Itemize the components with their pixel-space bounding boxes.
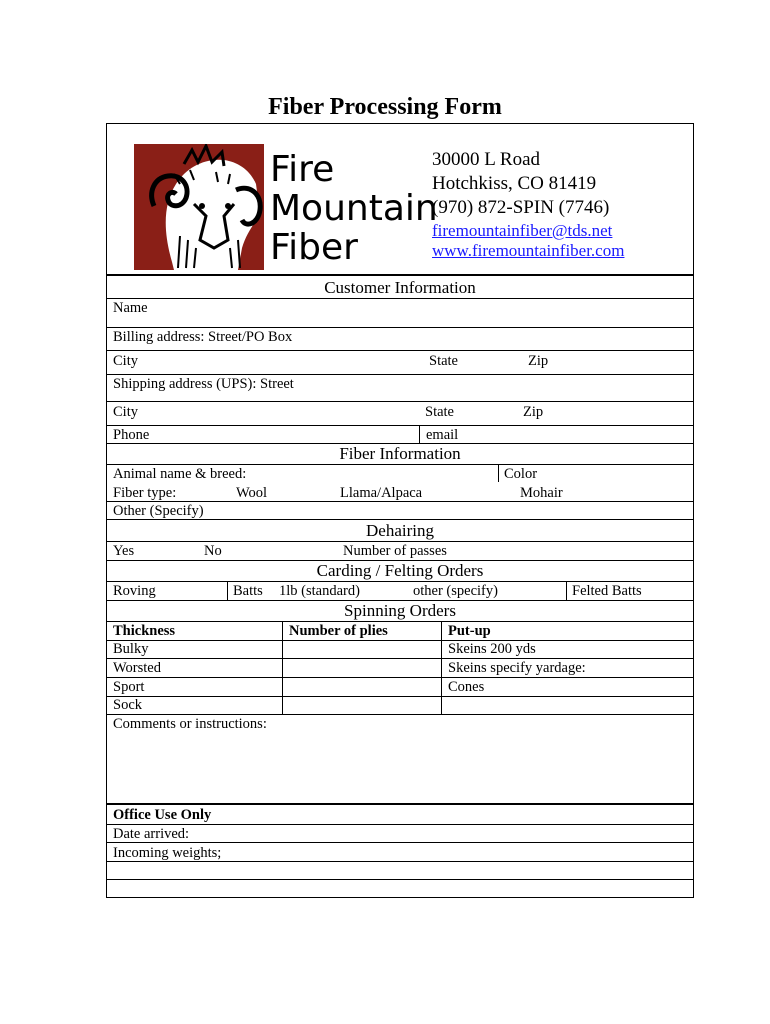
company-phone: (970) 872-SPIN (7746) (432, 197, 610, 218)
divider (107, 464, 693, 465)
divider (107, 425, 693, 426)
name-field[interactable]: Name (113, 300, 148, 316)
address-line1: 30000 L Road (432, 149, 541, 170)
fiber-type-wool-option[interactable]: Wool (236, 485, 268, 501)
divider (107, 298, 693, 299)
fiber-type-mohair-option[interactable]: Mohair (520, 485, 563, 501)
plies-input[interactable] (283, 697, 441, 714)
thickness-option[interactable]: Worsted (113, 660, 161, 676)
office-blank-row[interactable] (107, 880, 693, 897)
ram-head-icon (134, 144, 264, 270)
dehairing-yes-option[interactable]: Yes (113, 543, 135, 559)
comments-textarea[interactable] (107, 734, 693, 802)
divider (107, 621, 693, 622)
billing-city-field[interactable]: City (113, 353, 138, 369)
divider (107, 581, 693, 582)
color-field[interactable]: Color (504, 466, 538, 482)
divider (107, 501, 693, 502)
email-field[interactable]: email (426, 427, 459, 443)
plies-input[interactable] (283, 659, 441, 676)
logo-text-mountain: Mountain (270, 188, 438, 229)
email-link[interactable]: firemountainfiber@tds.net (432, 221, 613, 240)
passes-field[interactable]: Number of passes (343, 543, 447, 559)
fiber-type-label: Fiber type: (113, 485, 177, 501)
putup-option[interactable]: Skeins 200 yds (448, 641, 536, 657)
fiber-type-llama-option[interactable]: Llama/Alpaca (340, 485, 423, 501)
putup-option[interactable]: Cones (448, 679, 485, 695)
putup-option[interactable]: Skeins specify yardage: (448, 660, 586, 676)
felted-batts-option[interactable]: Felted Batts (572, 583, 642, 599)
section-heading-spinning: Spinning Orders (344, 601, 456, 620)
divider (498, 464, 499, 482)
dehairing-no-option[interactable]: No (204, 543, 222, 559)
website-link[interactable]: www.firemountainfiber.com (432, 241, 625, 260)
other-weight-field[interactable]: other (specify) (413, 583, 498, 599)
comments-label: Comments or instructions: (113, 716, 267, 732)
animal-breed-field[interactable]: Animal name & breed: (113, 466, 247, 482)
shipping-state-field[interactable]: State (425, 404, 454, 420)
divider (107, 401, 693, 402)
date-arrived-field[interactable]: Date arrived: (113, 826, 190, 842)
divider (107, 327, 693, 328)
divider (566, 581, 567, 600)
batts-option[interactable]: Batts (233, 583, 263, 599)
divider (107, 842, 693, 843)
roving-option[interactable]: Roving (113, 583, 156, 599)
section-heading-fiber: Fiber Information (339, 444, 461, 463)
putup-header: Put-up (448, 623, 491, 639)
divider (419, 425, 420, 443)
ram-logo-icon (134, 144, 264, 270)
divider (227, 581, 228, 600)
billing-state-field[interactable]: State (429, 353, 458, 369)
divider (107, 803, 693, 805)
divider (107, 541, 693, 542)
office-use-heading: Office Use Only (113, 807, 212, 823)
divider (441, 621, 442, 714)
section-heading-carding: Carding / Felting Orders (316, 561, 484, 580)
plies-input[interactable] (283, 678, 441, 695)
standard-weight-option[interactable]: 1lb (standard) (279, 583, 360, 599)
shipping-city-field[interactable]: City (113, 404, 138, 420)
divider (107, 274, 693, 276)
logo-text-fiber: Fiber (270, 227, 358, 268)
divider (107, 714, 693, 715)
plies-header: Number of plies (289, 623, 388, 639)
thickness-header: Thickness (113, 623, 176, 639)
thickness-option[interactable]: Bulky (113, 641, 149, 657)
thickness-option[interactable]: Sock (113, 697, 142, 713)
thickness-option[interactable]: Sport (113, 679, 145, 695)
shipping-zip-field[interactable]: Zip (523, 404, 544, 420)
divider (107, 374, 693, 375)
address-line2: Hotchkiss, CO 81419 (432, 173, 597, 194)
billing-zip-field[interactable]: Zip (528, 353, 549, 369)
logo-text-fire: Fire (270, 149, 335, 190)
phone-field[interactable]: Phone (113, 427, 150, 443)
fiber-other-field[interactable]: Other (Specify) (113, 503, 204, 519)
plies-input[interactable] (283, 641, 441, 658)
incoming-weights-field[interactable]: Incoming weights; (113, 845, 222, 861)
form-title: Fiber Processing Form (268, 94, 502, 120)
divider (107, 350, 693, 351)
office-blank-row[interactable] (107, 862, 693, 879)
divider (107, 824, 693, 825)
divider (107, 519, 693, 520)
section-heading-dehairing: Dehairing (366, 521, 434, 540)
section-heading-customer: Customer Information (324, 278, 476, 297)
billing-address-field[interactable]: Billing address: Street/PO Box (113, 329, 293, 345)
shipping-address-field[interactable]: Shipping address (UPS): Street (113, 376, 294, 392)
